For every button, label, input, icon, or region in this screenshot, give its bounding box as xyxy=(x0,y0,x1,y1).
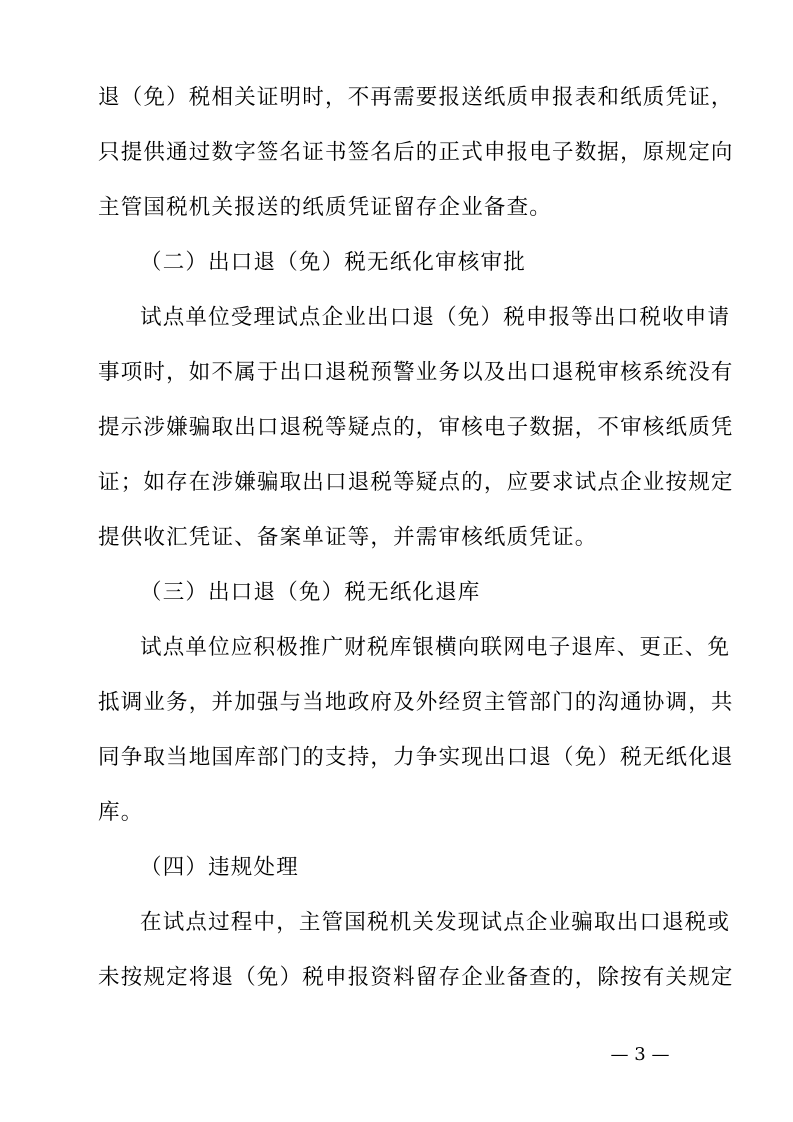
body-text-line: 抵调业务，并加强与当地政府及外经贸主管部门的沟通协调，共 xyxy=(98,690,734,715)
section-heading: （四）违规处理 xyxy=(140,855,299,880)
body-text-line: 只提供通过数字签名证书签名后的正式申报电子数据，原规定向 xyxy=(98,140,734,165)
body-text-line: 在试点过程中，主管国税机关发现试点企业骗取出口退税或 xyxy=(140,910,731,935)
body-text-line: 同争取当地国库部门的支持，力争实现出口退（免）税无纸化退 xyxy=(98,745,734,770)
body-text-line: 事项时，如不属于出口退税预警业务以及出口退税审核系统没有 xyxy=(98,360,734,385)
body-text-line: 退（免）税相关证明时，不再需要报送纸质申报表和纸质凭证， xyxy=(98,85,734,110)
body-text-line: 试点单位应积极推广财税库银横向联网电子退库、更正、免 xyxy=(140,635,731,660)
body-text-line: 库。 xyxy=(98,800,144,825)
page-number: — 3 — xyxy=(610,1044,670,1065)
section-heading: （三）出口退（免）税无纸化退库 xyxy=(140,580,481,605)
body-text-line: 证；如存在涉嫌骗取出口退税等疑点的，应要求试点企业按规定 xyxy=(98,470,734,495)
body-text-line: 未按规定将退（免）税申报资料留存企业备查的，除按有关规定 xyxy=(98,965,734,990)
section-heading: （二）出口退（免）税无纸化审核审批 xyxy=(140,250,526,275)
body-text-line: 提供收汇凭证、备案单证等，并需审核纸质凭证。 xyxy=(98,525,598,550)
body-text-line: 提示涉嫌骗取出口退税等疑点的，审核电子数据，不审核纸质凭 xyxy=(98,415,734,440)
body-text-line: 试点单位受理试点企业出口退（免）税申报等出口税收申请 xyxy=(140,305,731,330)
body-text-line: 主管国税机关报送的纸质凭证留存企业备查。 xyxy=(98,195,553,220)
